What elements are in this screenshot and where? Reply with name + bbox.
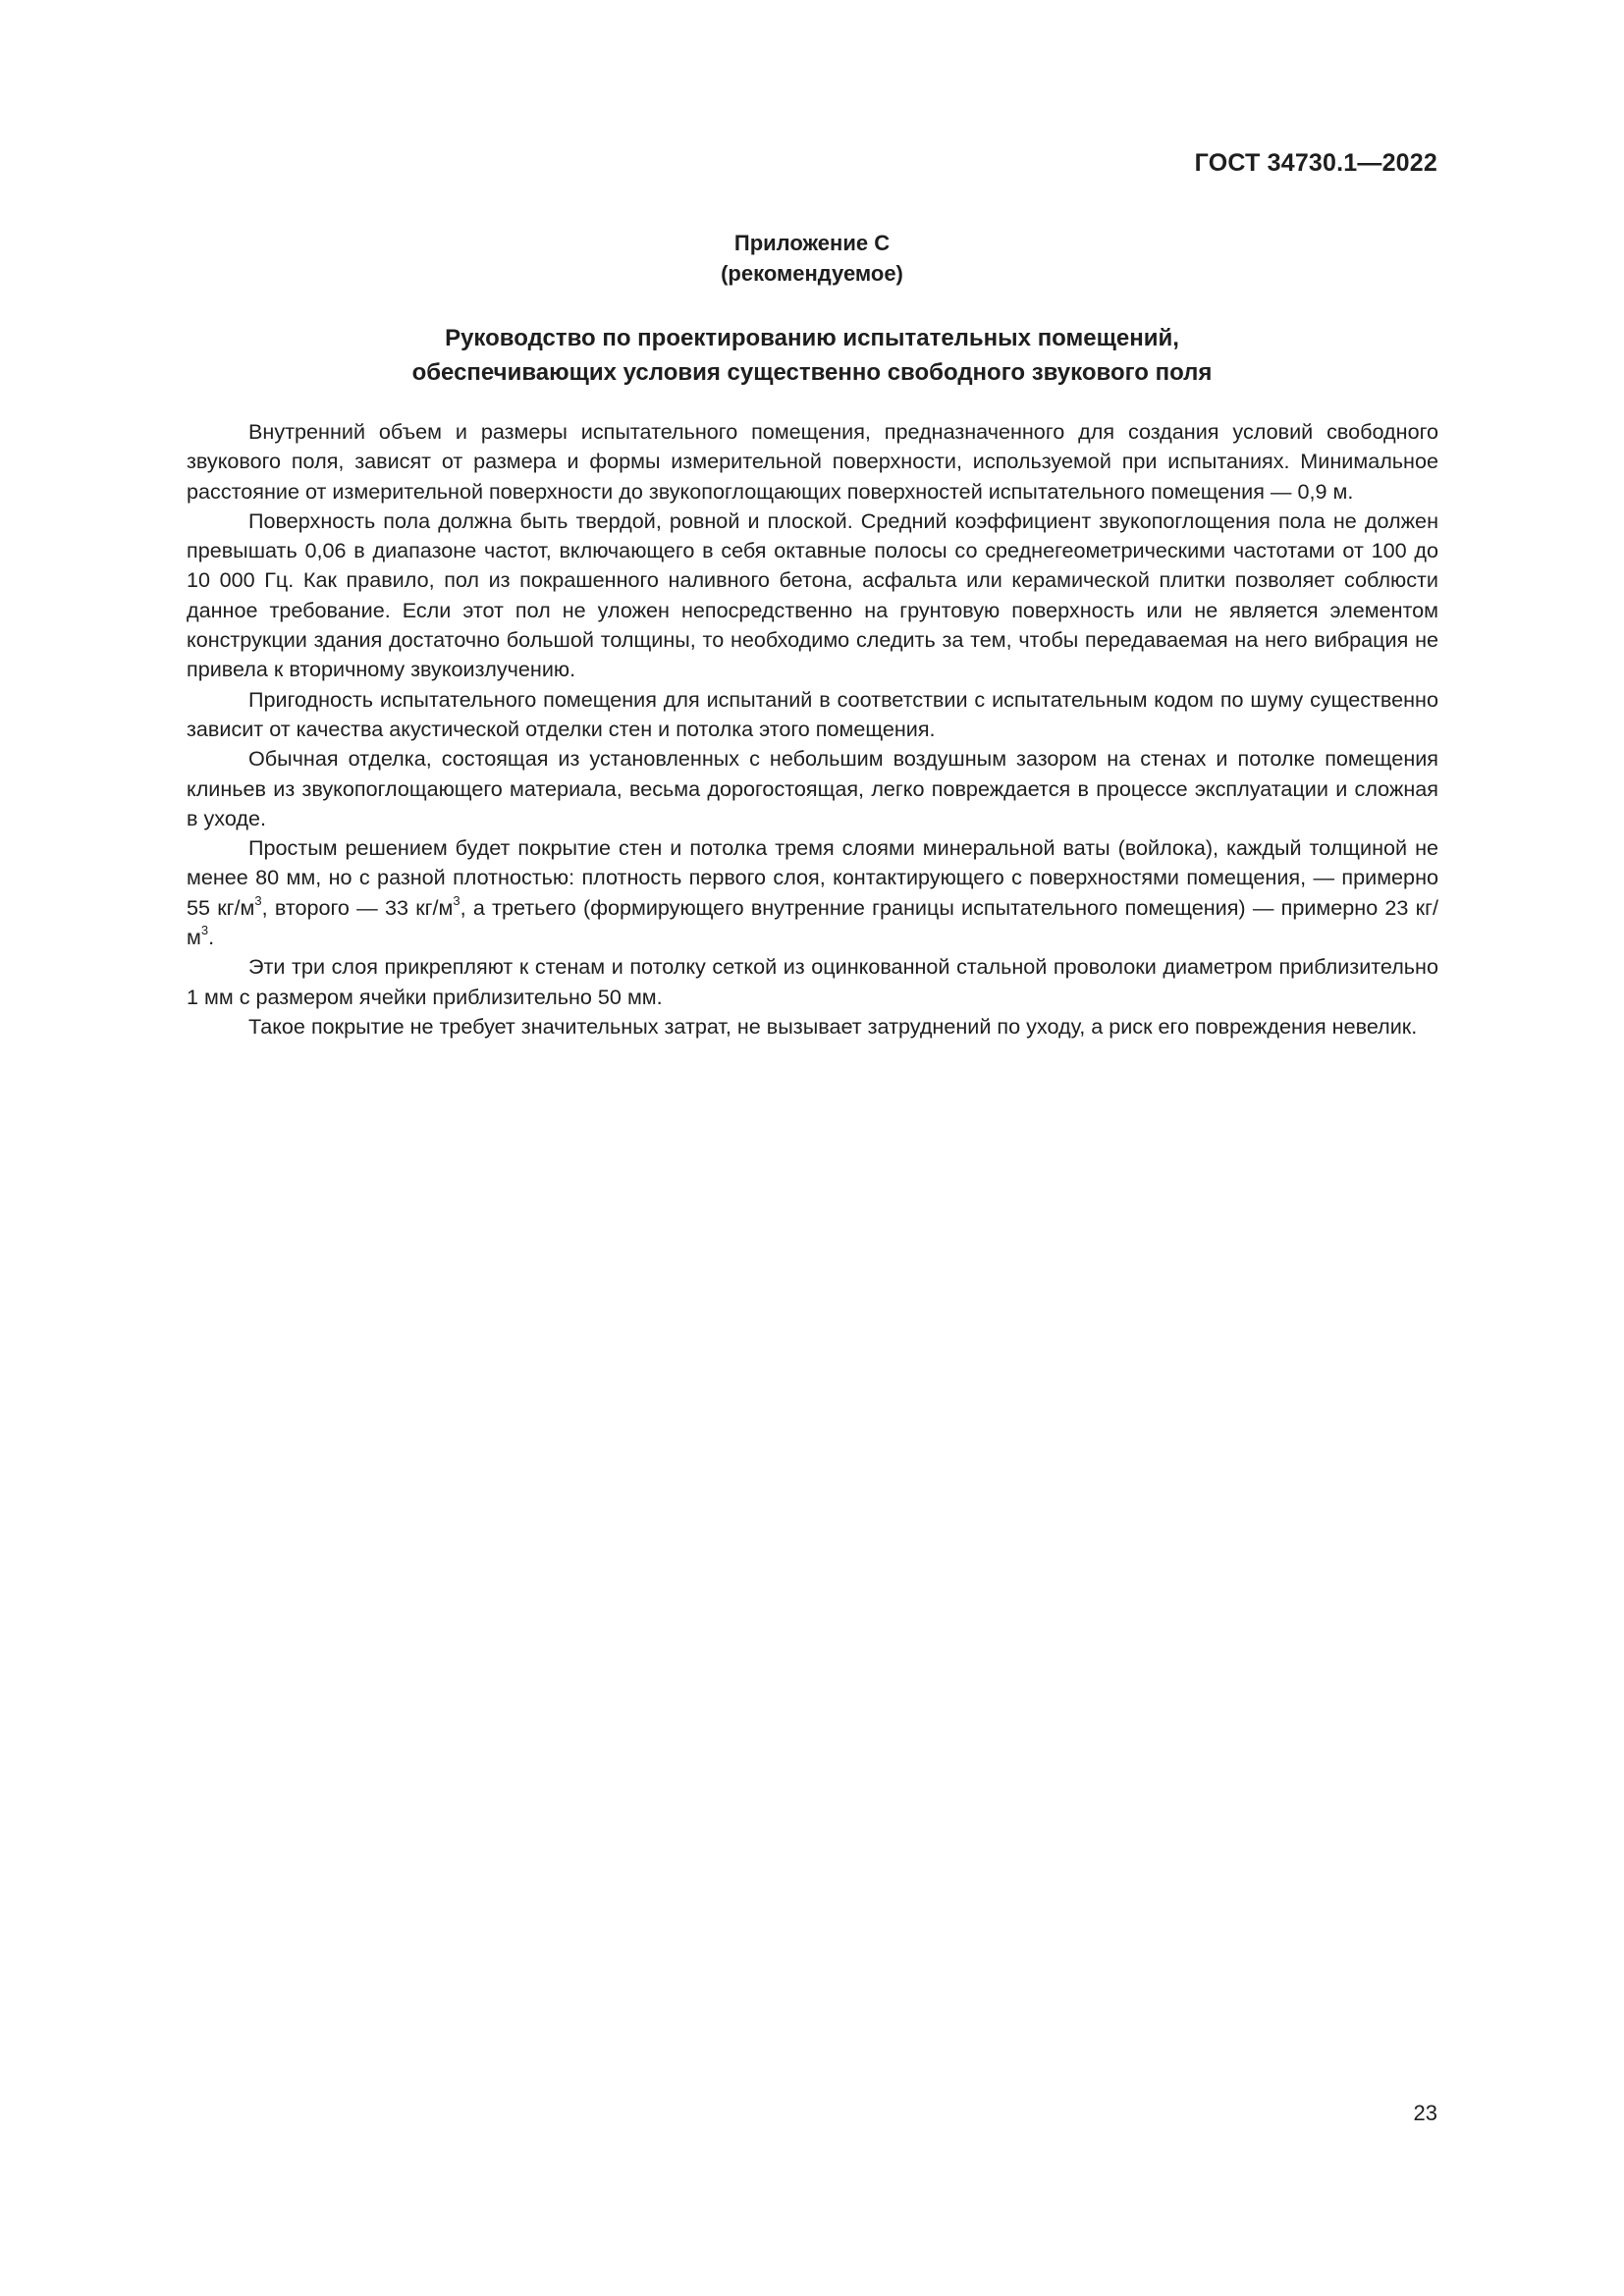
annex-status: (рекомендуемое)	[721, 261, 903, 286]
section-title-line-1: Руководство по проектированию испытательных помещений,	[445, 325, 1179, 351]
annex-label: Приложение C	[733, 231, 891, 255]
paragraph-5-part-1: Простым решением будет покрытие стен и потолка тремя слоями минеральной ваты (войлока), каждый толщиной не менее 80 мм, но с разной плотностью: плотность первого слоя, контактирующего с поверхностями помещения, — примерно 55 кг/м	[187, 835, 1438, 920]
exponent-1: 3	[254, 892, 262, 908]
paragraph-3: Пригодность испытательного помещения для испытаний в соответствии с испытательным кодом по шуму существенно зависит от качества акустической отделки стен и потолка этого помещения.	[187, 686, 1438, 741]
paragraph-5-part-4: .	[208, 925, 215, 950]
paragraph-2: Поверхность пола должна быть твердой, ровной и плоской. Средний коэффициент звукопоглощения пола не должен превышать 0,06 в диапазоне частот, включающего в себя октавные полосы со среднегеометрическими частотами от 100 до 10 000 Гц. Как правило, пол из покрашенного наливного бетона, асфальта или керамической плитки позволяет соблюсти данное требование. Если этот пол не уложен непосредственно на грунтовую поверхность или не является элементом конструкции здания достаточно большой толщины, то необходимо следить за тем, чтобы передаваемая на него вибрация не привела к вторичному звукоизлучению.	[187, 507, 1438, 682]
paragraph-4: Обычная отделка, состоящая из установленных с небольшим воздушным зазором на стенах и потолке помещения клиньев из звукопоглощающего материала, весьма дорогостоящая, легко повреждается в процессе эксплуатации и сложная в уходе.	[187, 746, 1438, 830]
document-code: ГОСТ 34730.1—2022	[1194, 149, 1437, 177]
section-title-line-2: обеспечивающих условия существенно свободного звукового поля	[411, 359, 1213, 386]
exponent-2: 3	[453, 892, 460, 908]
exponent-3: 3	[200, 922, 209, 937]
paragraph-5-part-2: , второго — 33 кг/м	[261, 894, 454, 920]
annex-heading	[0, 228, 1624, 289]
paragraph-5	[187, 833, 1438, 952]
section-title	[0, 321, 1624, 390]
body-text	[187, 417, 1438, 1041]
paragraph-6: Эти три слоя прикрепляют к стенам и потолку сеткой из оцинкованной стальной проволоки диаметром приблизительно 1 мм с размером ячейки приблизительно 50 мм.	[187, 954, 1438, 1009]
paragraph-5-part-3: , а третьего (формирующего внутренние границы испытательного помещения) — примерно 23 кг/м	[187, 894, 1438, 950]
paragraph-7: Такое покрытие не требует значительных затрат, не вызывает затруднений по уходу, а риск его повреждения невелик.	[248, 1013, 1418, 1039]
paragraph-1: Внутренний объем и размеры испытательного помещения, предназначенного для создания условий свободного звукового поля, зависят от размера и формы измерительной поверхности, используемой при испытаниях. Минимальное расстояние от измерительной поверхности до звукопоглощающих поверхностей испытательного помещения — 0,9 м.	[187, 419, 1438, 504]
page-number: 23	[1413, 2101, 1437, 2125]
